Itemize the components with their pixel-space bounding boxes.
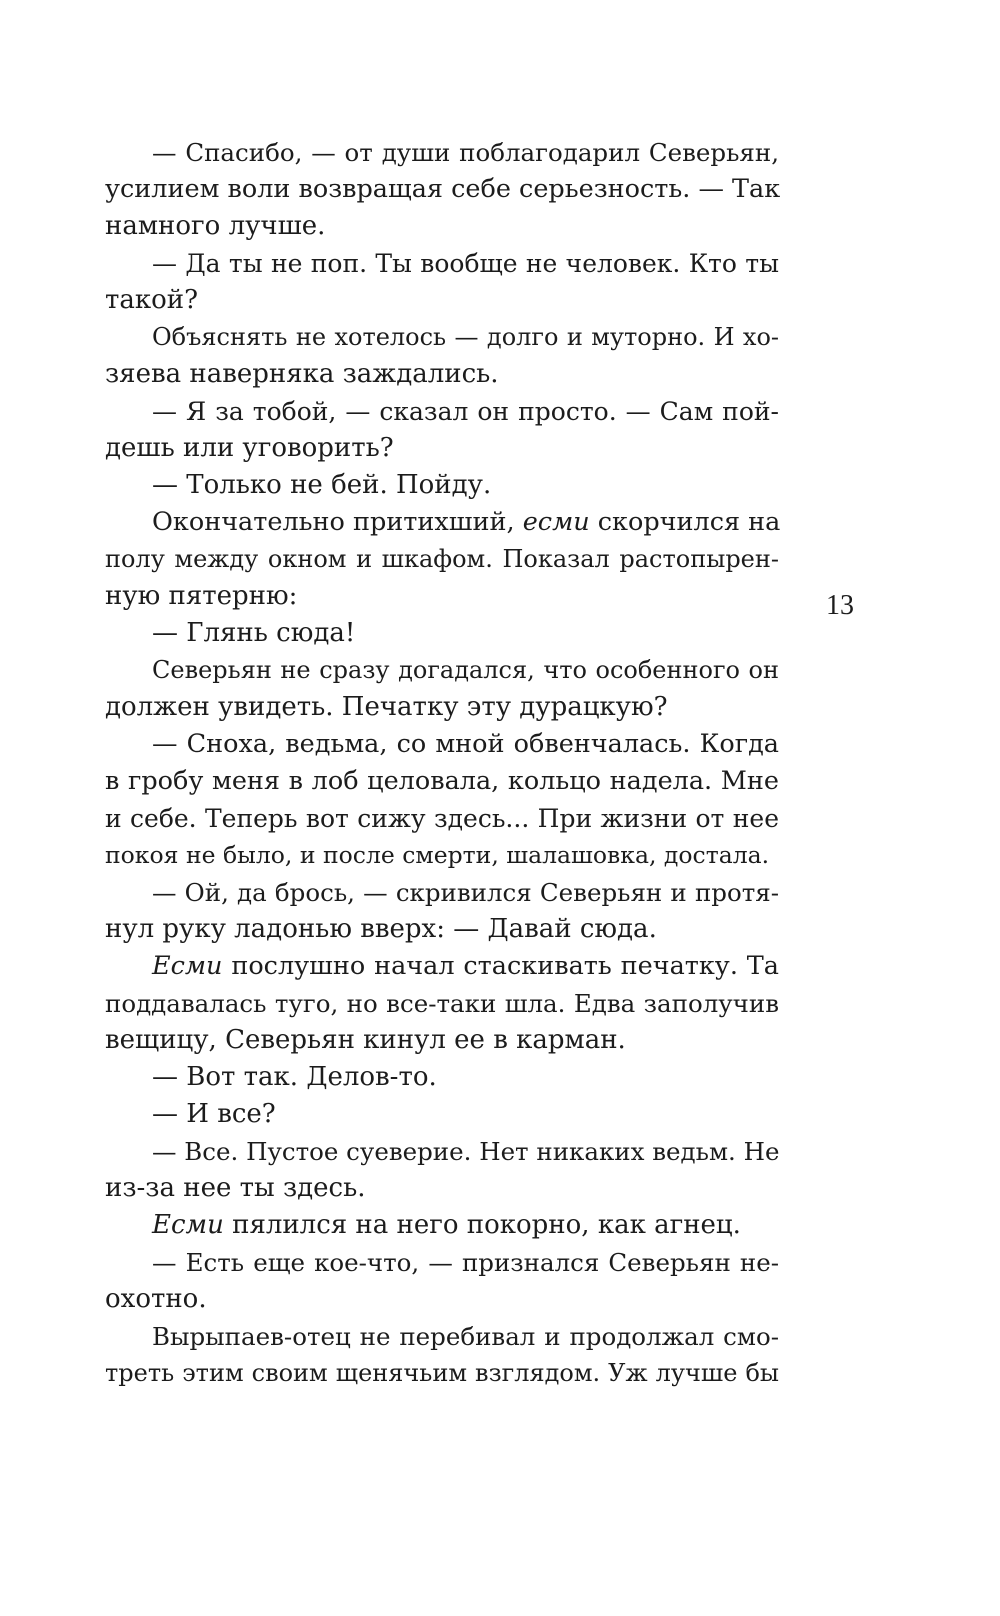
text-line [105, 541, 779, 578]
text-line [105, 578, 779, 615]
text-segment: такой? [105, 285, 199, 315]
text-line [105, 1281, 779, 1318]
text-line [105, 652, 779, 689]
text-segment: из-за нее ты здесь. [105, 1173, 366, 1203]
text-line [105, 134, 779, 171]
text-segment: ную пятерню: [105, 581, 298, 611]
text-line [105, 356, 779, 393]
text-line [105, 393, 779, 430]
text-line [105, 1133, 779, 1170]
text-segment: скорчился на [589, 507, 781, 537]
text-line [105, 504, 779, 541]
text-segment: полу между окном и шкафом. Показал растопырен- [105, 545, 779, 573]
text-line [105, 208, 779, 245]
text-line [105, 800, 779, 837]
text-segment: — Сноха, ведьма, со мной обвенчалась. Когда [152, 729, 779, 759]
text-line [105, 1244, 779, 1281]
text-line [105, 837, 779, 874]
text-segment: — Глянь сюда! [152, 618, 356, 648]
text-segment: Объяснять не хотелось — долго и муторно. И хо- [152, 323, 779, 351]
text-segment: — Все. Пустое суеверие. Нет никаких ведьм. Не [152, 1137, 780, 1166]
body-text [105, 134, 779, 1392]
text-segment: дешь или уговорить? [105, 433, 394, 463]
text-segment: нул руку ладонью вверх: — Давай сюда. [105, 914, 657, 944]
text-segment: охотно. [105, 1284, 207, 1314]
text-line [105, 1170, 779, 1207]
italic-word: Есми [152, 1210, 224, 1240]
text-line [105, 1318, 779, 1355]
text-segment: в гробу меня в лоб целовала, кольцо надела. Мне [105, 766, 779, 796]
text-segment: — Ой, да брось, — скривился Северьян и протя- [152, 878, 779, 907]
text-segment: покоя не было, и после смерти, шалашовка, достала. [105, 841, 770, 869]
text-segment: пялился на него покорно, как агнец. [223, 1210, 741, 1240]
text-line [105, 763, 779, 800]
text-line [105, 689, 779, 726]
text-segment: Окончательно притихший, [152, 507, 523, 537]
text-segment: — Только не бей. Пойду. [152, 470, 492, 500]
text-line [105, 948, 779, 985]
text-segment: поддавалась туго, но все-таки шла. Едва заполучив [105, 989, 779, 1018]
text-segment: зяева наверняка заждались. [105, 359, 499, 389]
text-line [105, 615, 779, 652]
text-segment: — Вот так. Делов-то. [152, 1062, 437, 1092]
text-line [105, 985, 779, 1022]
text-segment: треть этим своим щенячьим взглядом. Уж лучше бы [105, 1359, 779, 1387]
text-line [105, 874, 779, 911]
text-segment: — Есть еще кое-что, — признался Северьян не- [152, 1248, 779, 1277]
page-number: 13 [826, 590, 854, 621]
text-line [105, 1355, 779, 1392]
text-segment: Вырыпаев-отец не перебивал и продолжал смо- [152, 1322, 779, 1351]
text-segment: — Я за тобой, — сказал он просто. — Сам пой- [152, 397, 779, 426]
text-line [105, 245, 779, 282]
text-segment: усилием воли возвращая себе серьезность. — Так [105, 174, 781, 204]
text-segment: Северьян не сразу догадался, что особенного он [152, 656, 779, 684]
text-segment: послушно начал стаскивать печатку. Та [222, 951, 779, 981]
text-segment: — Да ты не поп. Ты вообще не человек. Кто ты [152, 249, 779, 278]
text-line [105, 726, 779, 763]
text-line [105, 1096, 779, 1133]
text-segment: — Спасибо, — от души поблагодарил Северьян, [152, 138, 779, 167]
text-segment: должен увидеть. Печатку эту дурацкую? [105, 692, 668, 722]
italic-word: есми [522, 507, 590, 537]
text-line [105, 1022, 779, 1059]
text-segment: и себе. Теперь вот сижу здесь... При жизни от нее [105, 804, 779, 833]
text-segment: — И все? [152, 1099, 276, 1129]
text-line [105, 911, 779, 948]
text-line [105, 1059, 779, 1096]
text-line [105, 319, 779, 356]
text-segment: намного лучше. [105, 211, 326, 241]
text-line [105, 467, 779, 504]
italic-word: Есми [152, 951, 223, 981]
text-line [105, 1207, 779, 1244]
text-line [105, 282, 779, 319]
text-segment: вещицу, Северьян кинул ее в карман. [105, 1025, 626, 1055]
text-line [105, 171, 779, 208]
text-line [105, 430, 779, 467]
